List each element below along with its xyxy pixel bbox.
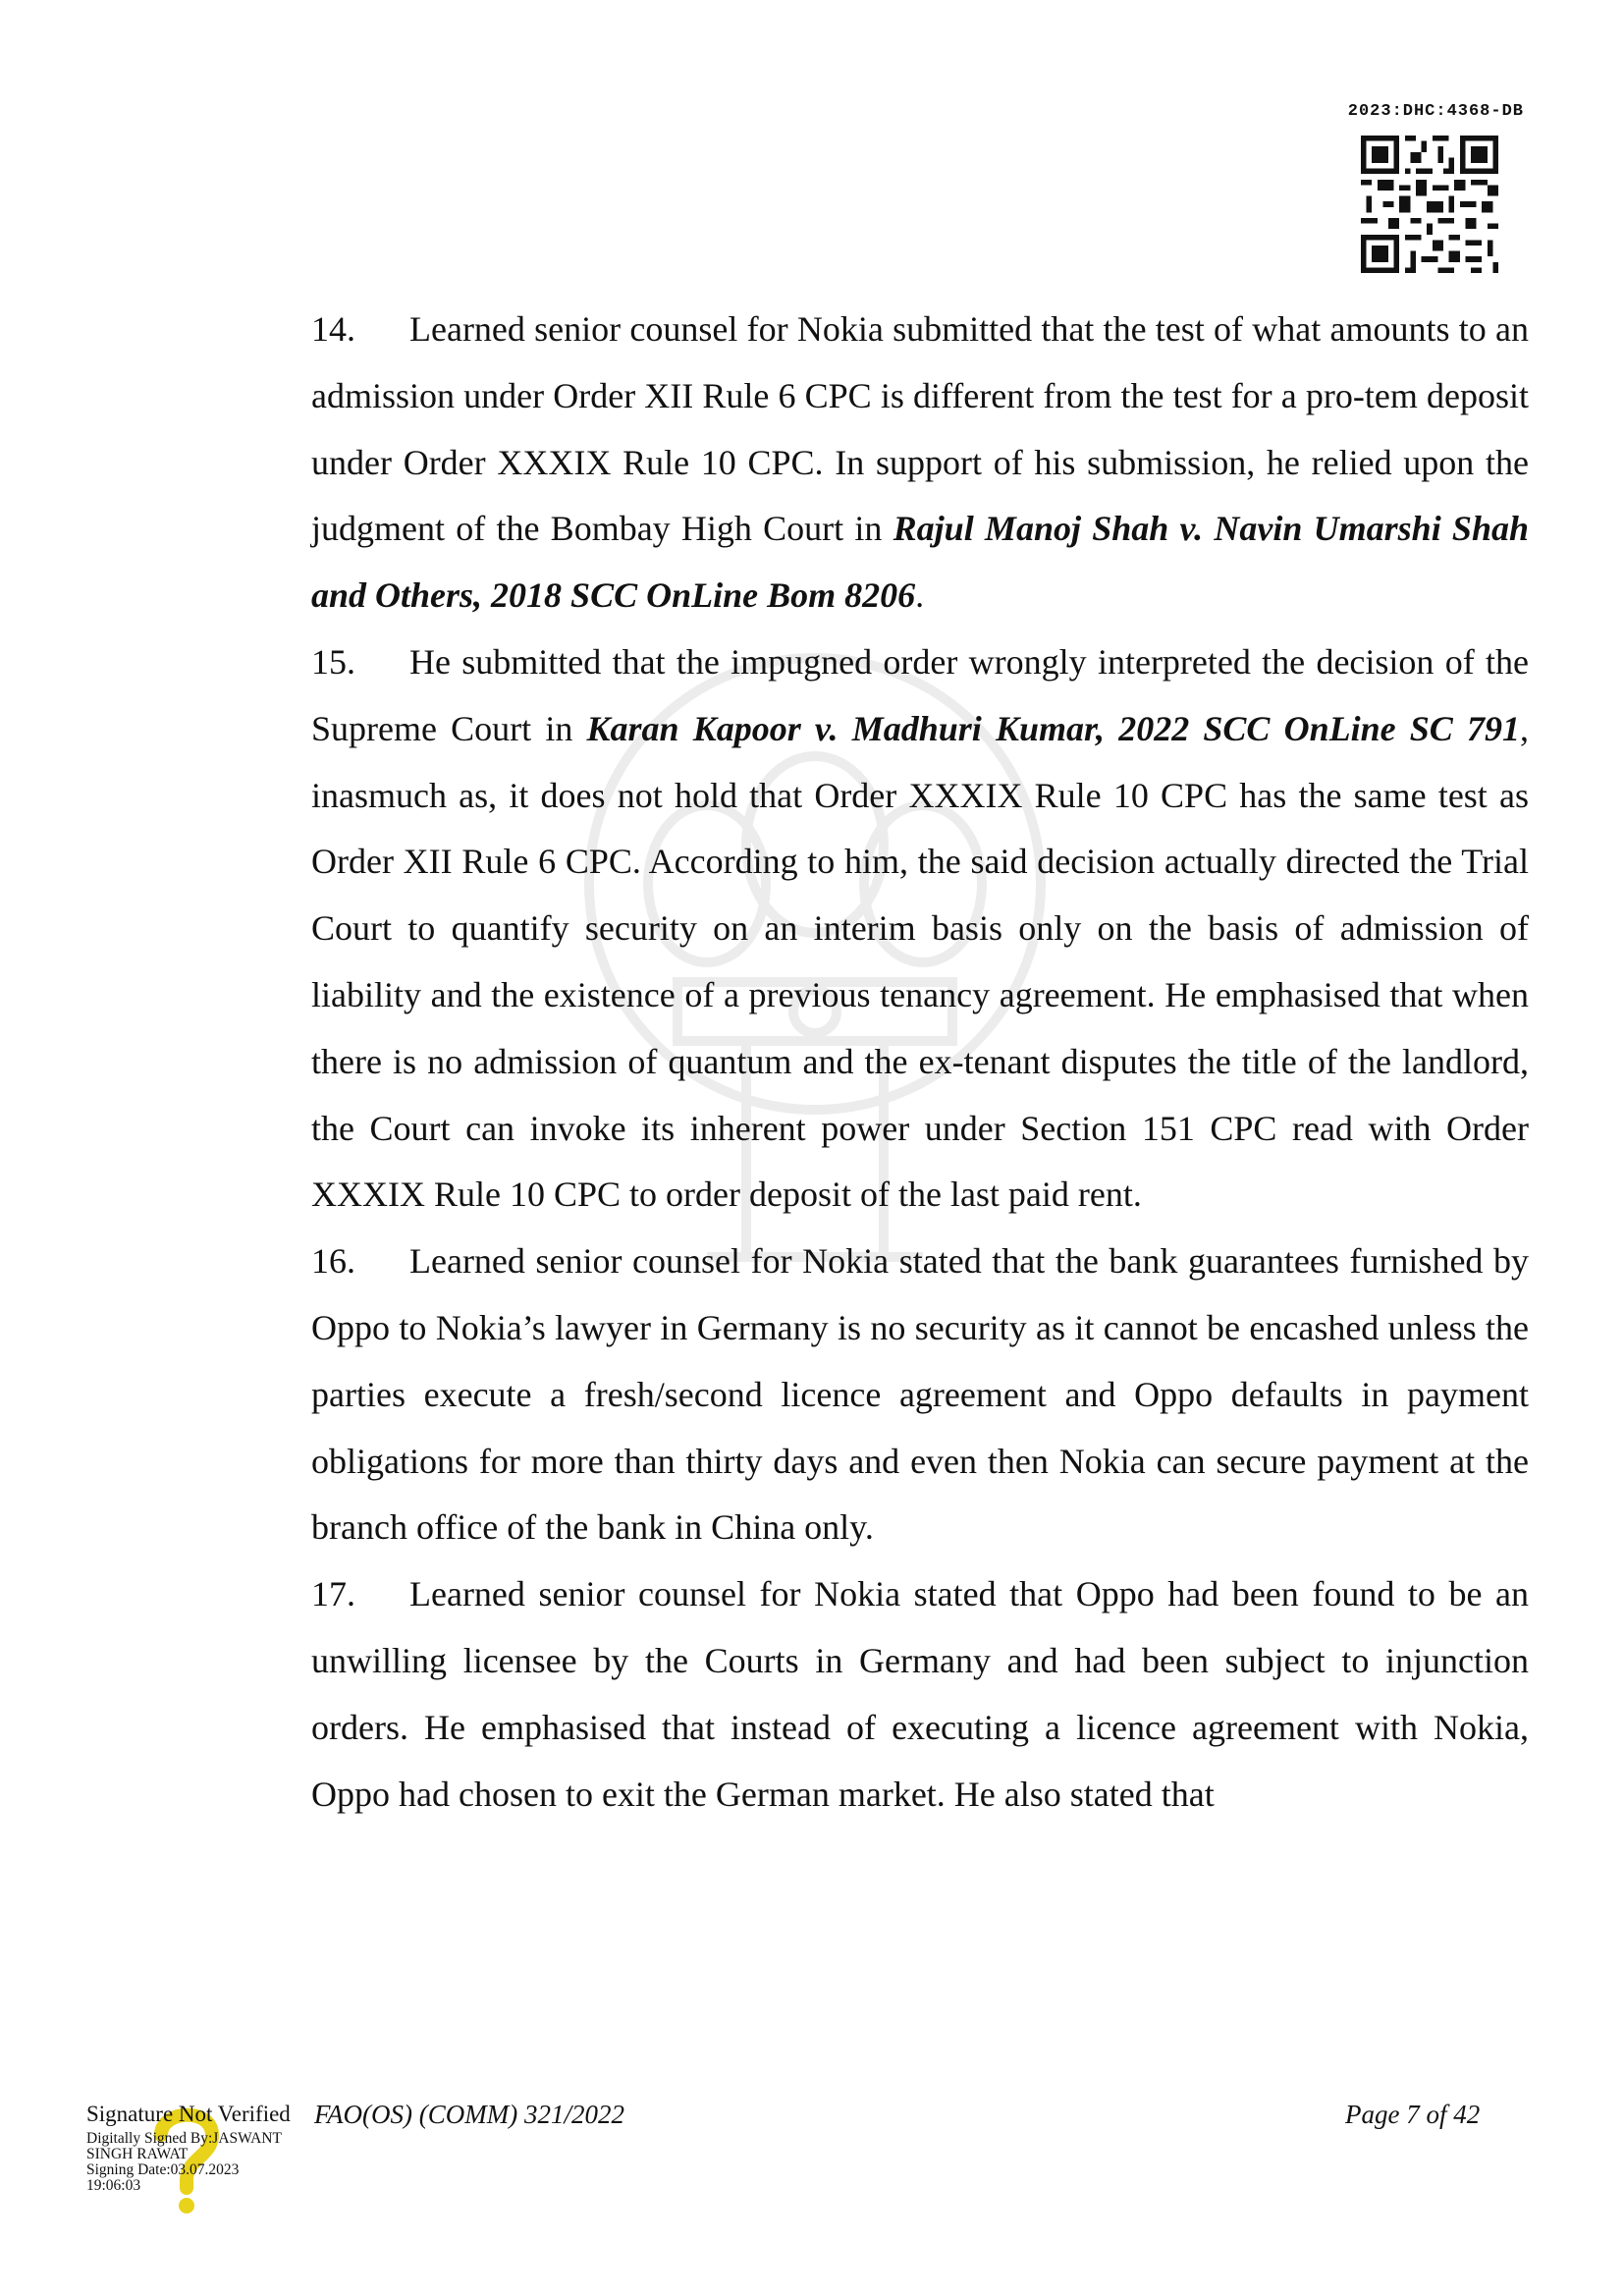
judgment-body — [311, 297, 1529, 1828]
qr-code-icon — [1361, 136, 1498, 273]
case-number: FAO(OS) (COMM) 321/2022 — [314, 2100, 624, 2129]
signed-by: Digitally Signed By:JASWANT SINGH RAWAT — [86, 2130, 282, 2162]
paragraph-14 — [311, 297, 1529, 629]
case-citation: Karan Kapoor v. Madhuri Kumar, 2022 SCC OnLine SC 791 — [586, 708, 1520, 748]
paragraph-17 — [311, 1561, 1529, 1828]
paragraph-16 — [311, 1229, 1529, 1561]
page-number: Page 7 of 42 — [1345, 2100, 1481, 2129]
signature-status-text: Signature Not Verified — [86, 2102, 291, 2126]
paragraph-text: , inasmuch as, it does not hold that Order XXXIX Rule 10 CPC has the same test as Order XII Rule 6 CPC. According to him, the said decision actually directed the Trial Court to quantify security on an interim basis only on the basis of admission of liability and the existence of a previous tenancy agreement. He emphasised that when there is no admission of quantum and the ex-tenant disputes the title of the landlord, the Court can invoke its inherent power under Section 151 CPC read with Order XXXIX Rule 10 CPC to order deposit of the last paid rent. — [311, 708, 1529, 1215]
paragraph-number: 15. — [311, 641, 355, 682]
paragraph-text: Learned senior counsel for Nokia submitted that the test of what amounts to an admission under Order XII Rule 6 CPC is different from the test for a pro-tem deposit under Order XXXIX Rule 10 CPC. In support of his submission, he relied upon the judgment of the Bombay High Court in — [311, 309, 1529, 549]
paragraph-15 — [311, 629, 1529, 1229]
signature-details — [86, 2131, 322, 2194]
signing-date: Signing Date:03.07.2023 — [86, 2161, 240, 2178]
paragraph-number: 16. — [311, 1241, 355, 1282]
paragraph-number: 14. — [311, 309, 355, 349]
paragraph-text: Learned senior counsel for Nokia stated that Oppo had been found to be an unwilling licensee by the Courts in Germany and had been subject to injunction orders. He emphasised that instead of executing a licence agreement with Nokia, Oppo had chosen to exit the German market. He also stated that — [311, 1574, 1529, 1814]
paragraph-text: He submitted that the impugned order wrongly interpreted the decision of the Supreme Court in — [311, 641, 1529, 748]
paragraph-number: 17. — [311, 1574, 355, 1614]
paragraph-text: . — [915, 575, 925, 616]
signing-time: 19:06:03 — [86, 2177, 141, 2194]
case-citation: Rajul Manoj Shah v. Navin Umarshi Shah and Others, 2018 SCC OnLine Bom 8206 — [311, 509, 1529, 616]
paragraph-text: Learned senior counsel for Nokia stated that the bank guarantees furnished by Oppo to Nokia’s lawyer in Germany is no security as it cannot be encashed unless the parties execute a fresh/second licence agreement and Oppo defaults in payment obligations for more than thirty days and even then Nokia can secure payment at the branch office of the bank in China only. — [311, 1241, 1529, 1548]
neutral-citation: 2023:DHC:4368-DB — [1347, 102, 1524, 121]
signature-status — [86, 2102, 291, 2127]
